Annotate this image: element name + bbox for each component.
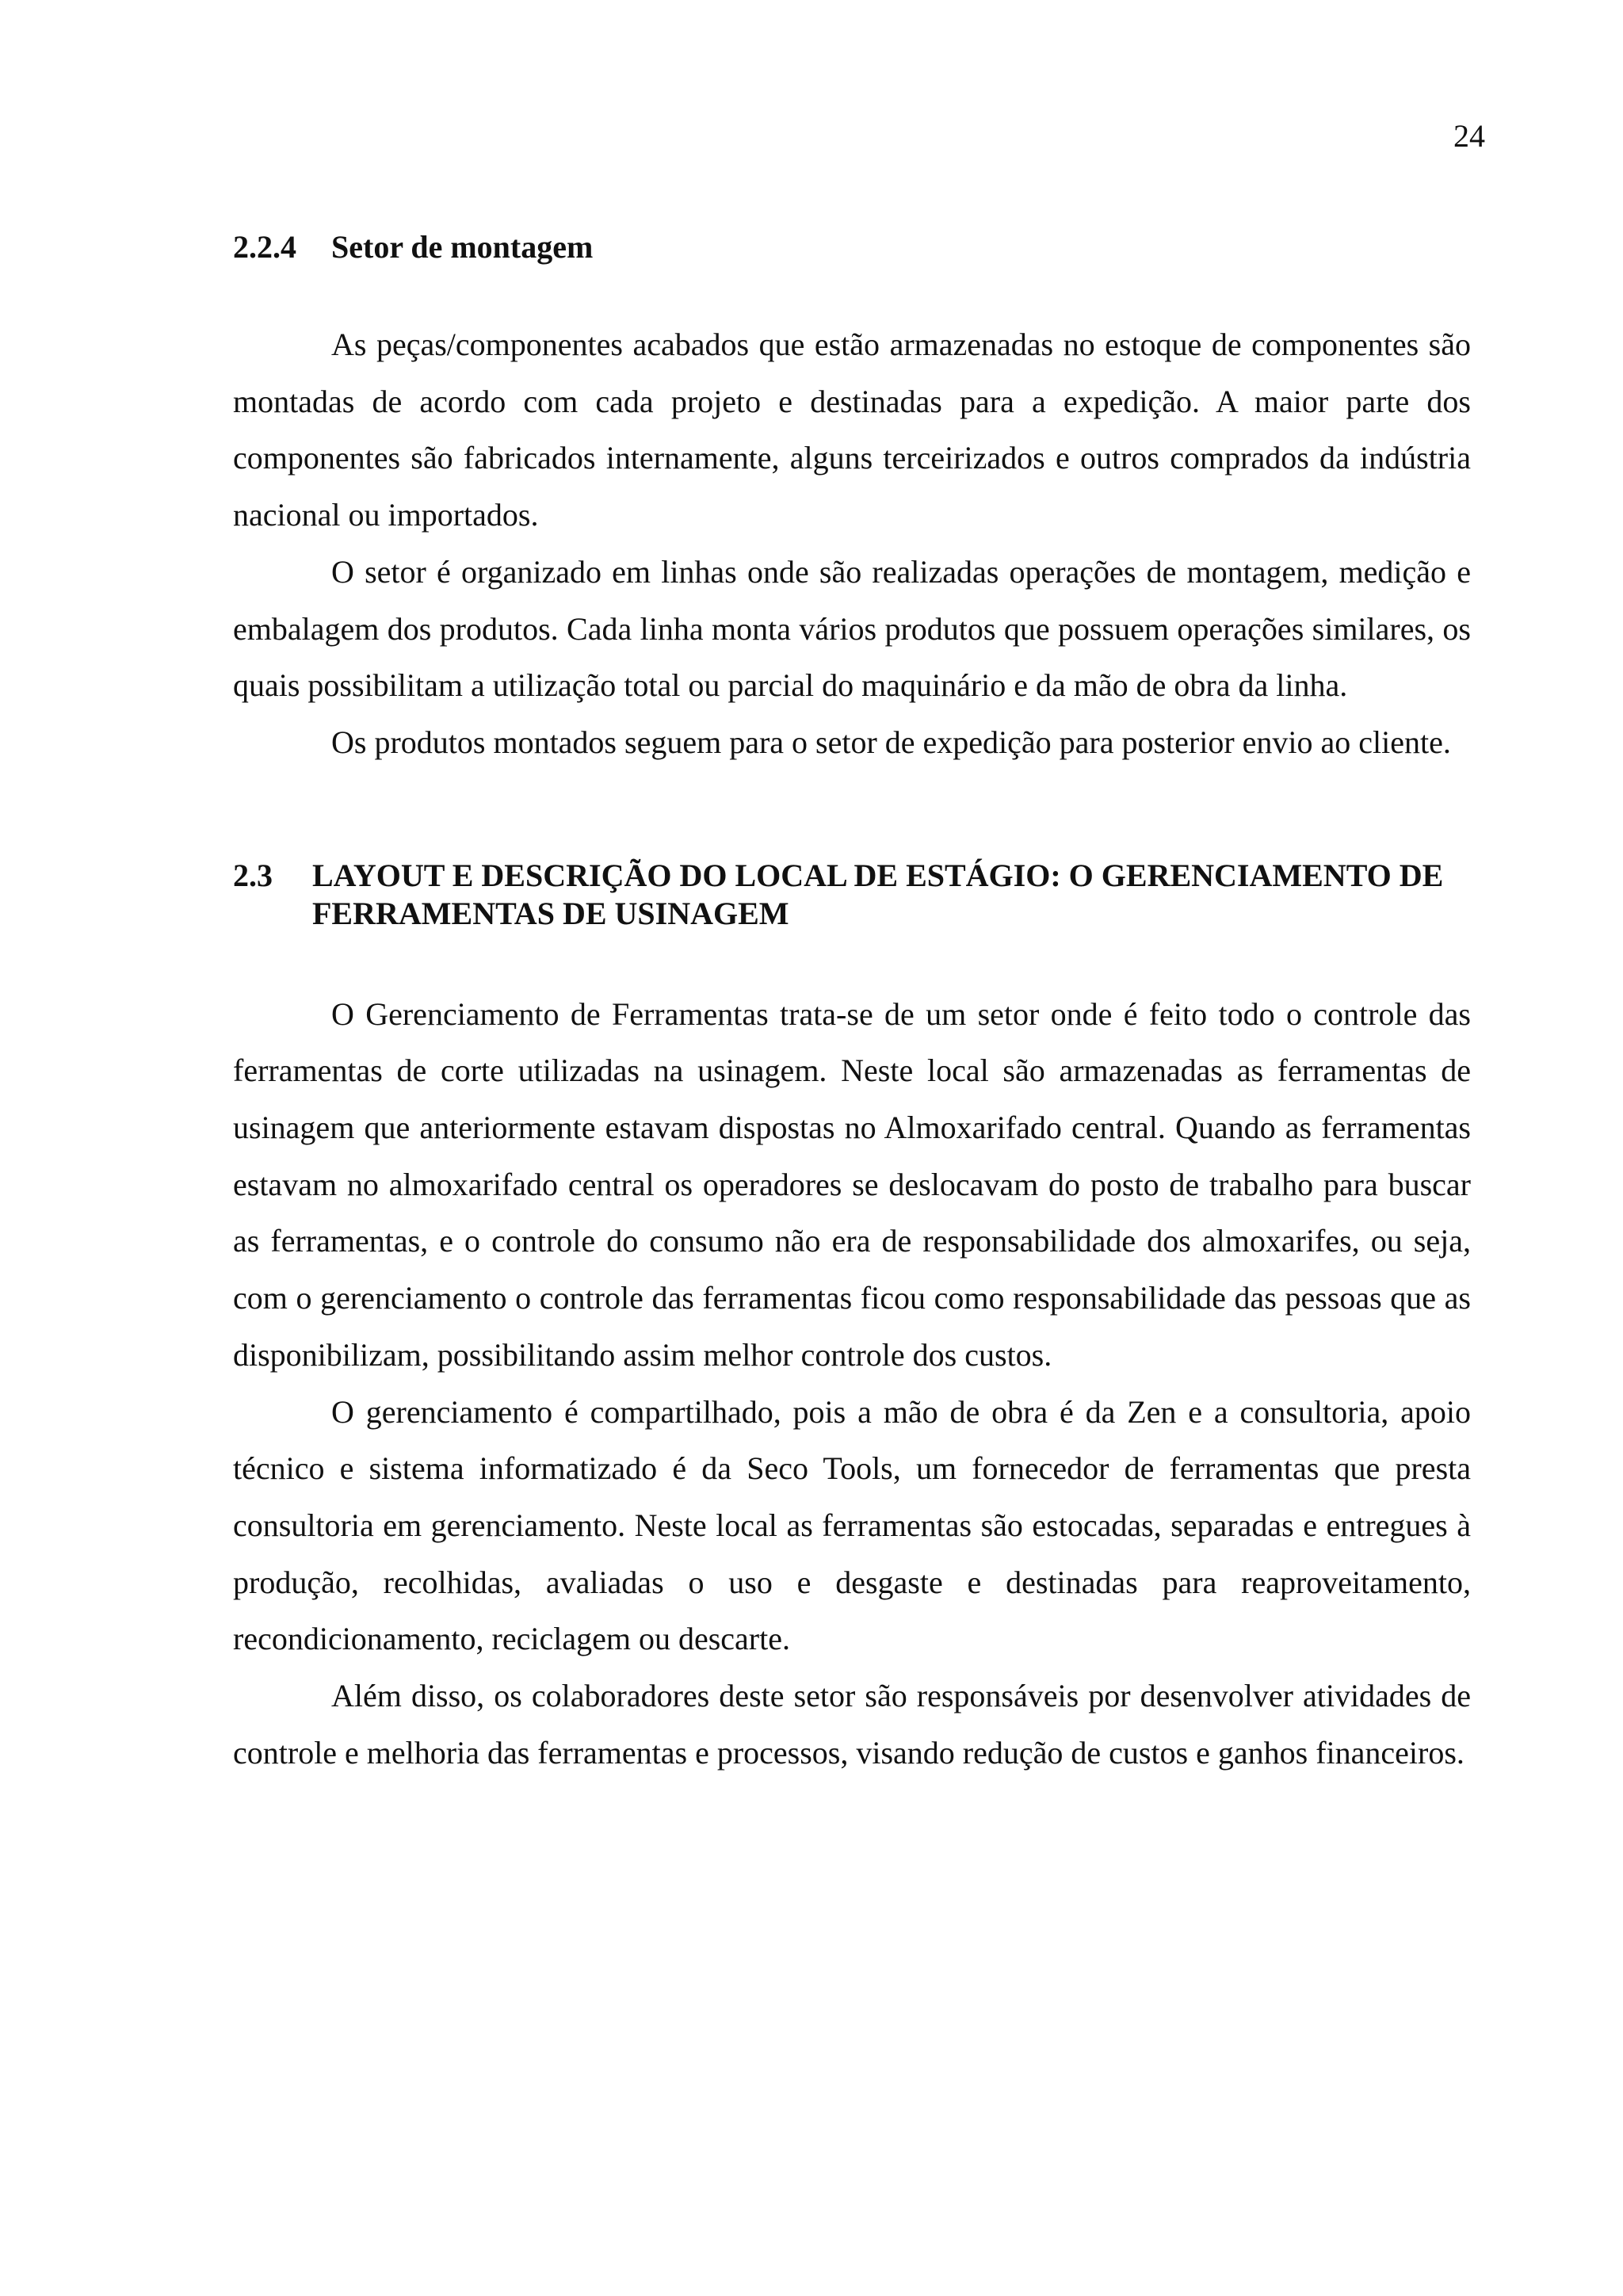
section-heading	[233, 857, 1471, 933]
section-title: LAYOUT E DESCRIÇÃO DO LOCAL DE ESTÁGIO: O GERENCIAMENTO DE FERRAMENTAS DE USINAGEM	[312, 857, 1444, 931]
subsection-number: 2.2.4	[233, 229, 296, 265]
subsection-heading	[233, 228, 1471, 266]
page-number: 24	[1453, 118, 1485, 154]
page-body	[233, 228, 1471, 1781]
paragraph: O setor é organizado em linhas onde são realizadas operações de montagem, medição e embalagem dos produtos. Cada linha monta vários produtos que possuem operações similares, os quais possibilitam a utilização total ou parcial do maquinário e da mão de obra da linha.	[233, 553, 1471, 704]
paragraph: As peças/componentes acabados que estão armazenadas no estoque de componentes são montadas de acordo com cada projeto e destinadas para a expedição. A maior parte dos componentes são fabricados internamente, alguns terceirizados e outros comprados da indústria nacional ou importados.	[233, 327, 1471, 533]
subsection-body	[233, 316, 1471, 771]
subsection-title: Setor de montagem	[331, 229, 594, 265]
section-number: 2.3	[233, 857, 273, 893]
paragraph: Além disso, os colaboradores deste setor são responsáveis por desenvolver atividades de controle e melhoria das ferramentas e processos, visando redução de custos e ganhos financeiros.	[233, 1678, 1471, 1771]
section-body	[233, 986, 1471, 1782]
paragraph: O Gerenciamento de Ferramentas trata-se de um setor onde é feito todo o controle das ferramentas de corte utilizadas na usinagem. Neste local são armazenadas as ferramentas de usinagem que anteriormente estavam dispostas no Almoxarifado central. Quando as ferramentas estavam no almoxarifado central os operadores se deslocavam do posto de trabalho para buscar as ferramentas, e o controle do consumo não era de responsabilidade dos almoxarifes, ou seja, com o gerenciamento o controle das ferramentas ficou como responsabilidade das pessoas que as disponibilizam, possibilitando assim melhor controle dos custos.	[233, 995, 1471, 1373]
paragraph: O gerenciamento é compartilhado, pois a mão de obra é da Zen e a consultoria, apoio técnico e sistema informatizado é da Seco Tools, um fornecedor de ferramentas que presta consultoria em gerenciamento. Neste local as ferramentas são estocadas, separadas e entregues à produção, recolhidas, avaliadas o uso e desgaste e destinadas para reaproveitamento, recondicionamento, reciclagem ou descarte.	[233, 1393, 1471, 1657]
paragraph: Os produtos montados seguem para o setor de expedição para posterior envio ao cliente.	[331, 724, 1451, 760]
